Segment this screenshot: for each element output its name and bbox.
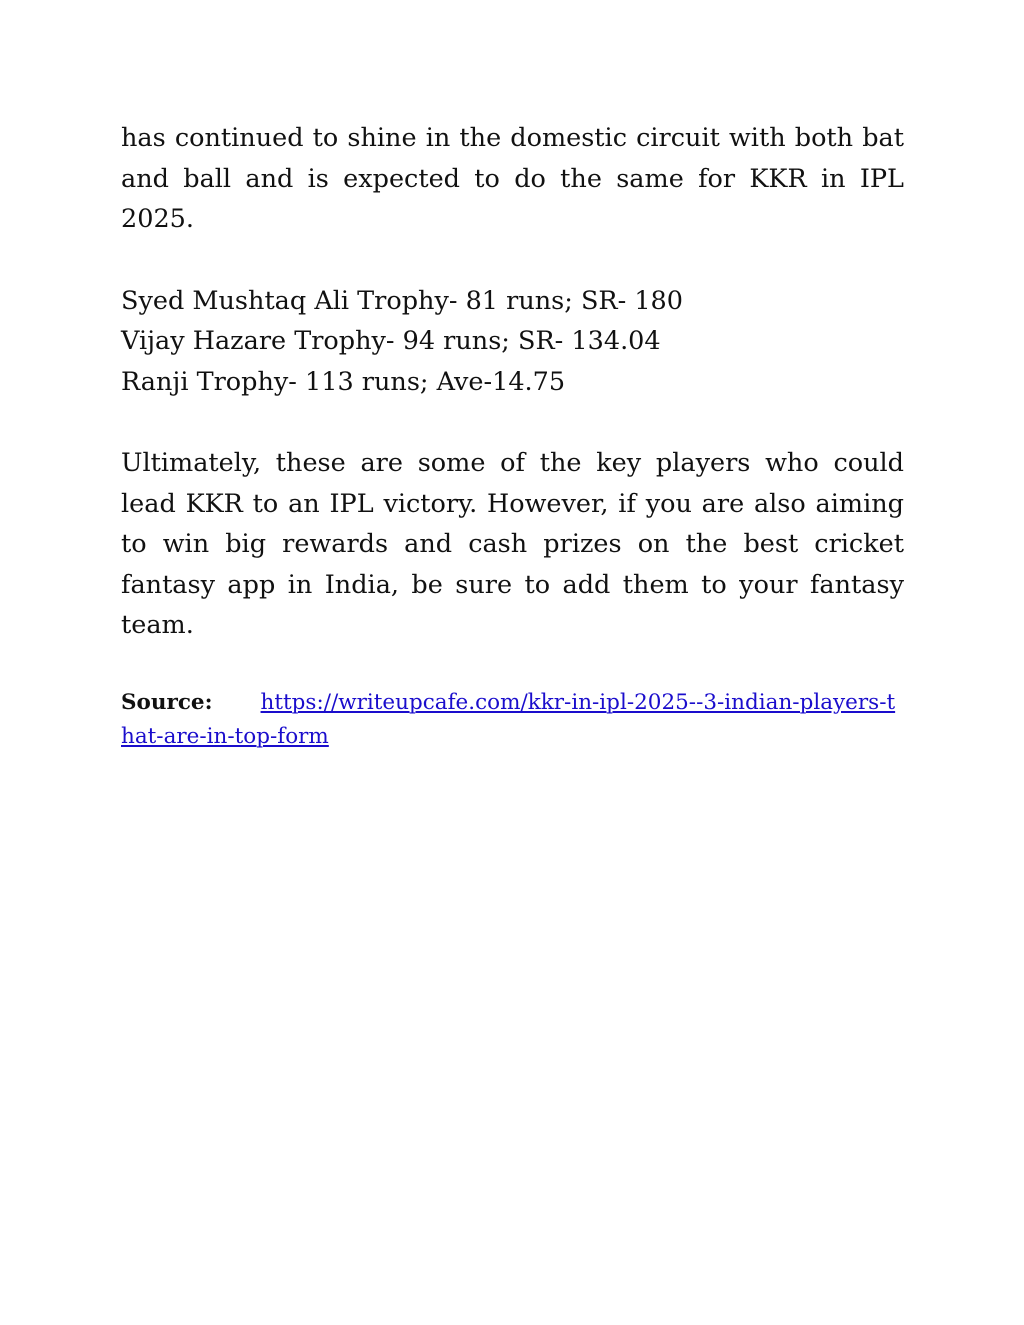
document-page	[121, 118, 904, 754]
closing-paragraph: Ultimately, these are some of the key players who could lead KKR to an IPL victory. However, if you are also aiming to win big rewards and cash prizes on the best cricket fantasy app in India, be sure to add them to your fantasy team.	[121, 448, 904, 640]
stat-line-vijay-hazare: Vijay Hazare Trophy- 94 runs; SR- 134.04	[121, 326, 661, 356]
stat-line-ranji: Ranji Trophy- 113 runs; Ave-14.75	[121, 366, 566, 397]
stat-line-syed-mushtaq-ali: Syed Mushtaq Ali Trophy- 81 runs; SR- 180	[121, 285, 684, 316]
source-link[interactable]: https://writeupcafe.com/kkr-in-ipl-2025--3-indian-players-that-are-in-top-form	[121, 689, 896, 749]
spacer	[121, 240, 904, 281]
intro-paragraph: has continued to shine in the domestic circuit with both bat and ball and is expected to do the same for KKR in IPL 2025.	[121, 123, 904, 234]
source-line	[121, 686, 904, 754]
spacer	[121, 402, 904, 443]
spacer	[121, 646, 904, 686]
stats-list	[121, 281, 904, 403]
source-label: Source:	[121, 689, 213, 715]
